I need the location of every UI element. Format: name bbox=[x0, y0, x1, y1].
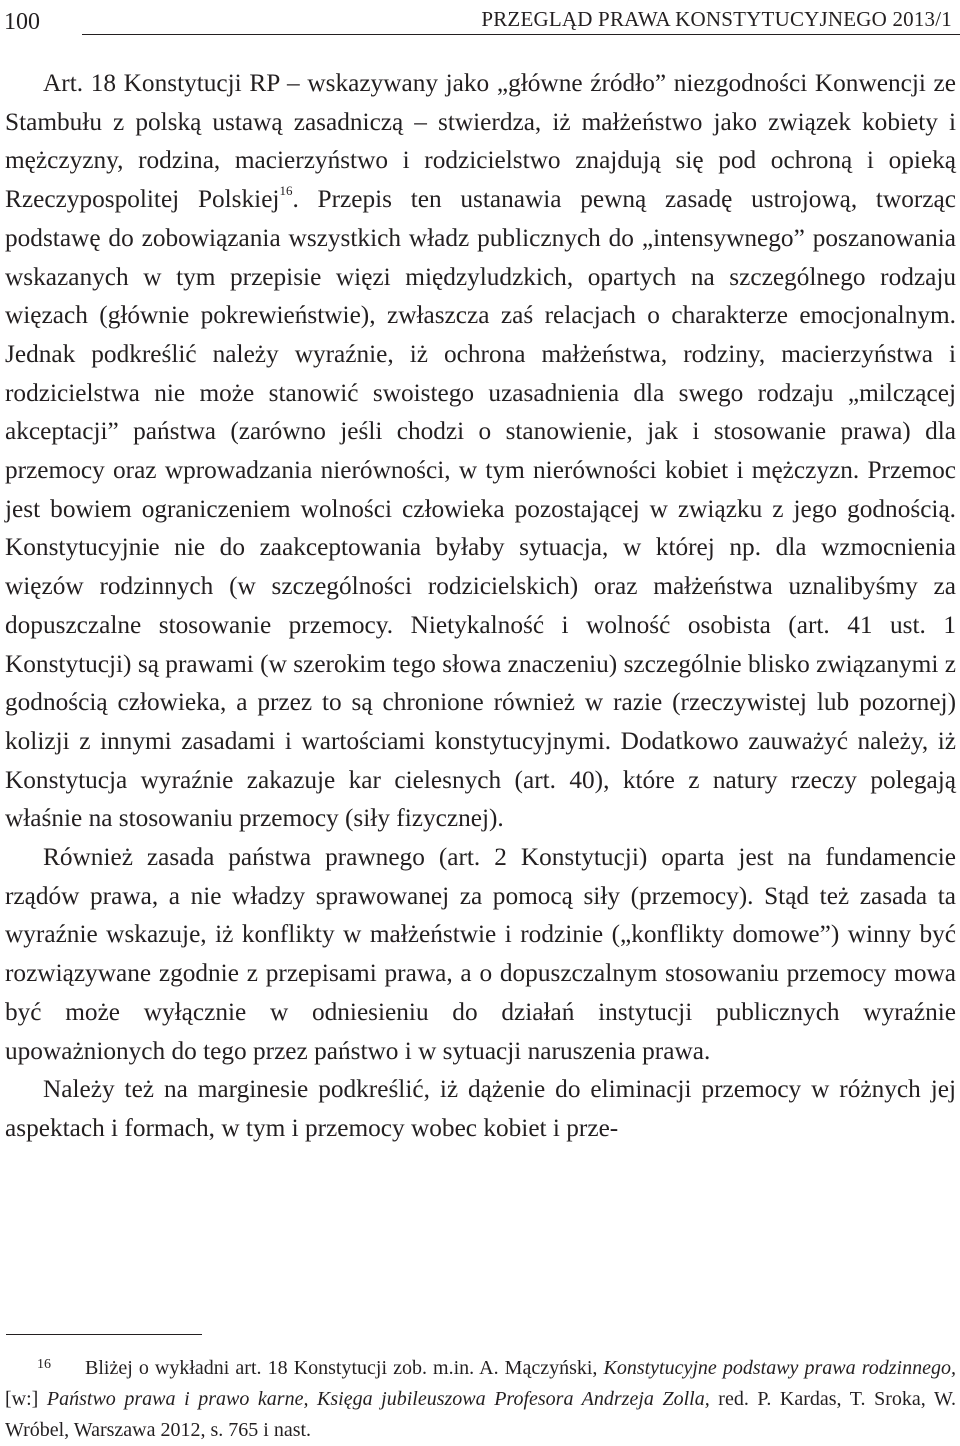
footnote-part: red. P. Kardas, T. Sroka, W. Wróbel, Warszawa 2012, s. 765 i nast. bbox=[5, 1388, 956, 1441]
paragraph-text: Art. 18 Konstytucji RP – wskazywany jako „główne źródło” niezgodności Konwencji ze Stambułu z polską ustawą zasadniczą – stwierdza, iż małżeństwo jako związek kobiety i mężczyzny, rodzina, macierzyństwo i rodzicielstwo znajdują się pod ochroną i opieką Rzeczypospolitej Polskiej bbox=[5, 69, 956, 214]
paragraph-art-18 bbox=[5, 64, 956, 838]
header-rule bbox=[82, 34, 960, 35]
footnote-number: 16 bbox=[37, 1357, 51, 1372]
footnote-book-italic: Państwo prawa i prawo karne, Księga jubileuszowa Profesora Andrzeja Zolla, bbox=[46, 1388, 710, 1410]
footnote-text bbox=[5, 1349, 956, 1446]
footnote-part: Bliżej o wykładni art. 18 Konstytucji zob. m.in. A. Mączyński, bbox=[85, 1357, 604, 1379]
main-text bbox=[5, 64, 956, 1148]
footnote-reference[interactable]: 16 bbox=[279, 183, 293, 199]
footnote-title-italic: Konstytucyjne podstawy prawa rodzinnego, bbox=[603, 1357, 956, 1379]
paragraph-margin-note: Należy też na marginesie podkreślić, iż dążenie do eliminacji przemocy w różnych jej aspektach i formach, w tym i przemocy wobec kobiet i prze- bbox=[5, 1075, 956, 1142]
footnote-rule bbox=[6, 1334, 202, 1335]
running-title: PRZEGLĄD PRAWA KONSTYTUCYJNEGO 2013/1 bbox=[481, 7, 952, 31]
page-header bbox=[0, 0, 960, 40]
page-number: 100 bbox=[4, 9, 40, 35]
footnote bbox=[5, 1349, 956, 1446]
paragraph-rule-of-law: Również zasada państwa prawnego (art. 2 Konstytucji) oparta jest na fundamencie rządów prawa, a nie władzy sprawowanej za pomocą siły (przemocy). Stąd też zasada ta wyraźnie wskazuje, iż konflikty w małżeństwie i rodzinie („konflikty domowe”) winny być rozwiązywane zgodnie z przepisami prawa, a o dopuszczalnym stosowaniu przemocy mowa być może wyłącznie w odniesieniu do działań instytucji publicznych wyraźnie upoważnionych do tego przez państwo i w sytuacji naruszenia prawa. bbox=[5, 843, 956, 1065]
paragraph-text-cont: . Przepis ten ustanawia pewną zasadę ustrojową, tworząc podstawę do zobowiązania wszystkich władz publicznych do „intensywnego” poszanowania wskazanych w tym przepisie więzi międzyludzkich, opartych na szczególnego rodzaju więzach (głównie pokrewieństwie), zwłaszcza zaś relacjach o charakterze emocjonalnym. Jednak podkreślić należy wyraźnie, iż ochrona małżeństwa, rodziny, macierzyństwa i rodzicielstwa nie może stanowić swoistego uzasadnienia dla swego rodzaju „milczącej akceptacji” państwa (zarówno jeśli chodzi o stanowienie, jak i stosowanie prawa) dla przemocy oraz wprowadzania nierówności, w tym nierówności kobiet i mężczyzn. Przemoc jest bowiem ograniczeniem wolności człowieka pozostającej w związku z jego godnością. Konstytucyjnie nie do zaakceptowania byłaby sytuacja, w której np. dla wzmocnienia więzów rodzinnych (w szczególności rodzicielskich) oraz małżeństwa uznalibyśmy za dopuszczalne stosowanie przemocy. Nietykalność i wolność osobista (art. 41 ust. 1 Konstytucji) są prawami (w szerokim tego słowa znaczeniu) szczególnie blisko związanymi z godnością człowieka, a przez to są chronione również w razie (rzeczywistej lub pozornej) kolizji z innymi zasadami i wartościami konstytucyjnymi. Dodatkowo zauważyć należy, iż Konstytucja wyraźnie zakazuje kar cielesnych (art. 40), które z natury rzeczy polegają właśnie na stosowaniu przemocy (siły fizycznej). bbox=[5, 185, 956, 833]
footnote-part: [w:] bbox=[5, 1388, 47, 1410]
